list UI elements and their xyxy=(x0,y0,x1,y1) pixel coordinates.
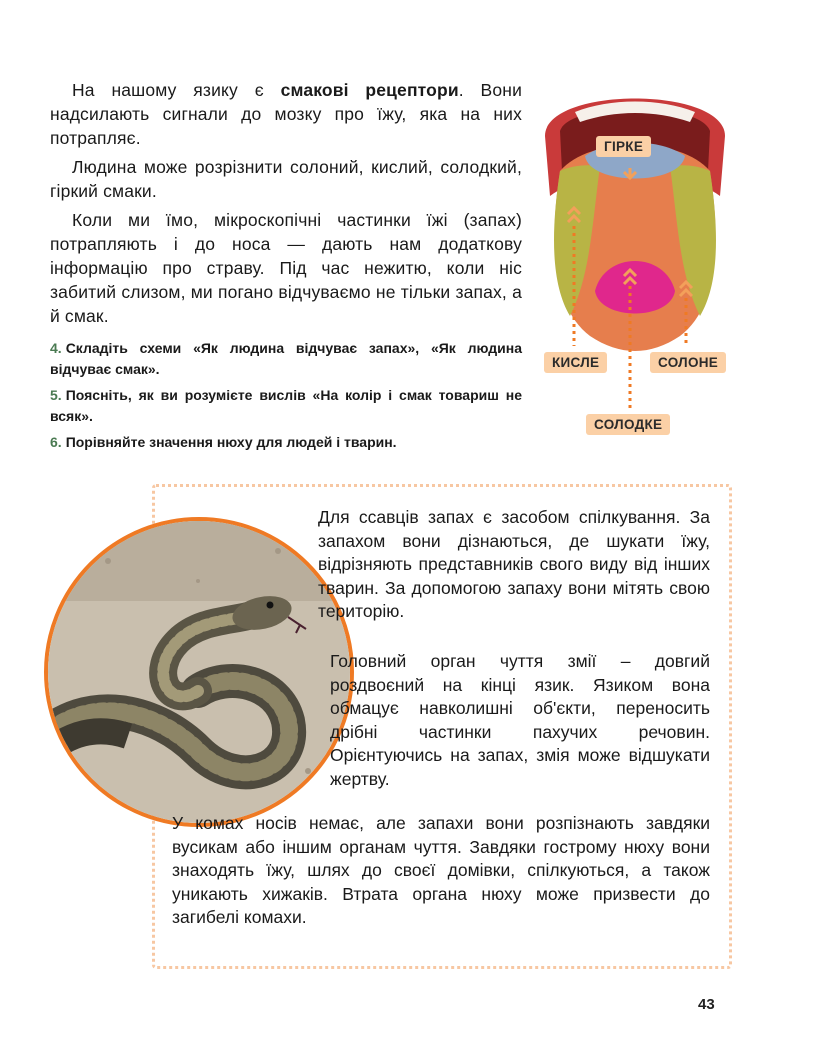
insects-paragraph: У комах носів немає, але запахи вони розпізнають завдяки вусикам або іншим органам чуття. Завдяки гострому нюху вони знаходять їжу, шлях до своєї домівки, спілкуються, а також уникають хижаків. Втрата органа нюху може призвести до загибелі комахи. xyxy=(172,813,710,928)
label-sweet: СОЛОДКЕ xyxy=(586,414,670,435)
task-4: 4. Складіть схеми «Як людина відчуває запах», «Як людина відчуває смак». xyxy=(50,340,522,377)
label-salty: СОЛОНЕ xyxy=(650,352,726,373)
taste-receptors-term: смакові рецептори xyxy=(280,80,459,100)
label-sour: КИСЛЕ xyxy=(544,352,607,373)
task-6: 6. Порівняйте значення нюху для людей і тварин. xyxy=(50,434,397,450)
snake-paragraph: Головний орган чуття змії – довгий роздвоєний на кінці язик. Язиком вона обмацує навколишні об'єкти, переносить дрібні частинки пахучих речовин. Орієнтуючись на запах, змія може відшукати жертву. xyxy=(330,651,710,789)
intro-text xyxy=(50,78,522,333)
snake-image xyxy=(48,521,350,823)
snake-photo xyxy=(44,517,354,827)
intro-paragraph-3: Коли ми їмо, мікроскопічні частинки їжі (запах) потрапляють і до носа — дають нам додаткову інформацію про страву. Під час нежитю, коли ніс забитий слизом, ми погано відчуваємо не тільки запах, а й смак. xyxy=(50,210,522,326)
intro-paragraph-2: Людина може розрізнити солоний, кислий, солодкий, гіркий смаки. xyxy=(50,157,522,201)
mammals-paragraph: Для ссавців запах є засобом спілкування. За запахом вони дізнаються, де шукати їжу, відрізняють представників свого виду від інших тварин. За допомогою запаху вони мітять свою територію. xyxy=(318,507,710,622)
label-bitter: ГІРКЕ xyxy=(596,136,651,157)
task-5: 5. Поясніть, як ви розумієте вислів «На колір і смак товариш не всяк». xyxy=(50,387,522,424)
intro-paragraph-1: На нашому язику є смакові рецептори. Вони надсилають сигнали до мозку про їжу, яка на них потрапляє. xyxy=(50,80,522,148)
tasks-list xyxy=(50,338,522,458)
tongue-taste-diagram xyxy=(530,76,740,446)
tongue-illustration xyxy=(530,76,740,446)
page-number: 43 xyxy=(698,996,715,1013)
